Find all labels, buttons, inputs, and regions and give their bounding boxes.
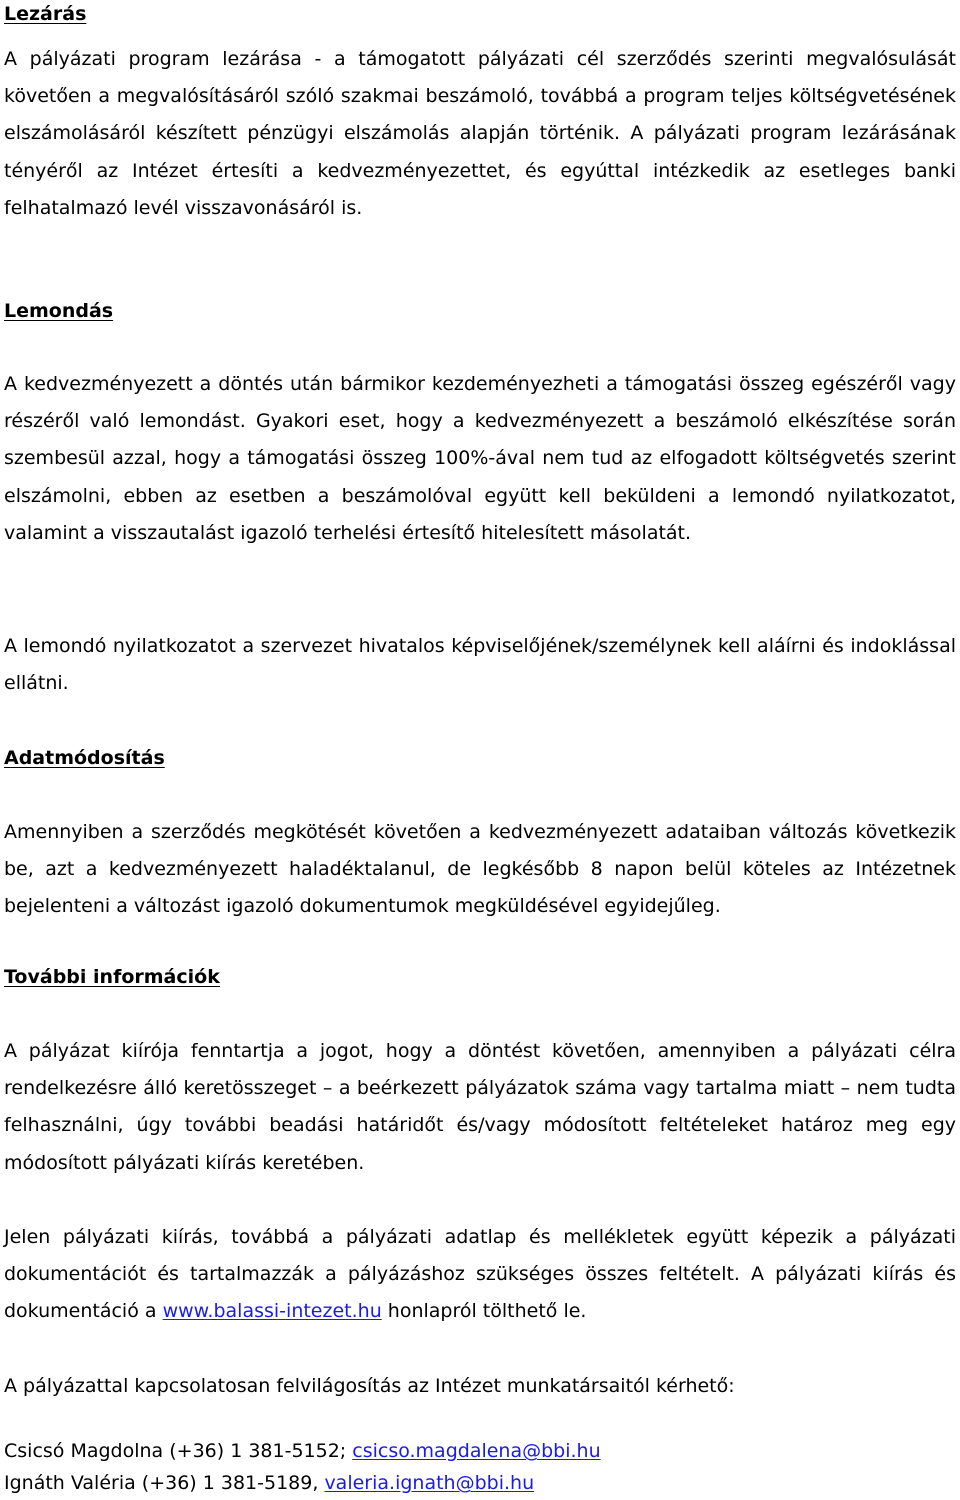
paragraph-lemondas-2: A lemondó nyilatkozatot a szervezet hivatalos képviselőjének/személynek kell aláírni és indoklással ellátni. [4, 635, 956, 695]
website-link[interactable]: www.balassi-intezet.hu [162, 1300, 382, 1323]
heading-tovabbi-informaciok: További információk [4, 966, 220, 988]
contact-line-1 [4, 1435, 601, 1468]
contact-1-email-link[interactable]: csicso.magdalena@bbi.hu [352, 1440, 601, 1462]
paragraph-lemondas-1: A kedvezményezett a döntés után bármikor kezdeményezheti a támogatási összeg egészéről vagy részéről való lemondást. Gyakori eset, hogy a kedvezményezett a beszámoló elkészítése során szembesül azzal, hogy a támogatási összeg 100%-ával nem tud az elfogadott költségvetés szerint elszámolni, ebben az esetben a beszámolóval együtt kell beküldeni a lemondó nyilatkozatot, valamint a visszautalást igazoló terhelési értesítő hitelesített másolatát. [4, 373, 956, 544]
section-lezaras [4, 0, 956, 28]
paragraph-adatmodositas: Amennyiben a szerződés megkötését követően a kedvezményezett adataiban változás következik be, azt a kedvezményezett haladéktalanul, de legkésőbb 8 napon belül köteles az Intézetnek bejelenteni a változást igazoló dokumentumok megküldésével egyidejűleg. [4, 821, 956, 918]
heading-adatmodositas: Adatmódosítás [4, 747, 165, 769]
paragraph-tovabbi-2-text-after: honlapról tölthető le. [381, 1300, 587, 1323]
contact-1-text: Csicsó Magdolna (+36) 1 381-5152; [4, 1440, 353, 1462]
paragraph-tovabbi-3: A pályázattal kapcsolatosan felvilágosítás az Intézet munkatársaitól kérhető: [4, 1375, 735, 1397]
heading-lemondas: Lemondás [4, 300, 114, 322]
paragraph-lezaras: A pályázati program lezárása - a támogatott pályázati cél szerződés szerinti megvalósulását követően a megvalósításáról szóló szakmai beszámoló, továbbá a program teljes költségvetésének elszámolásáról készített pénzügyi elszámolás alapján történik. A pályázati program lezárásának tényéről az Intézet értesíti a kedvezményezettet, és egyúttal intézkedik az esetleges banki felhatalmazó levél visszavonásáról is. [4, 48, 956, 219]
paragraph-tovabbi-2-text-before: Jelen pályázati kiírás, továbbá a pályázati adatlap és mellékletek együtt képezik a pályázati dokumentációt és tartalmazzák a pályázáshoz szükséges összes feltételt. A pályázati kiírás és dokumentáció a [4, 1226, 956, 1323]
paragraph-tovabbi-2 [4, 1219, 956, 1331]
contact-2-email-link[interactable]: valeria.ignath@bbi.hu [324, 1472, 535, 1494]
heading-lezaras: Lezárás [4, 3, 87, 25]
contact-2-text: Ignáth Valéria (+36) 1 381-5189, [4, 1472, 325, 1494]
contact-line-2 [4, 1467, 534, 1500]
paragraph-tovabbi-1: A pályázat kiírója fenntartja a jogot, hogy a döntést követően, amennyiben a pályázati célra rendelkezésre álló keretösszeget – a beérkezett pályázatok száma vagy tartalma miatt – nem tudta felhasználni, úgy további beadási határidőt és/vagy módosított feltételeket határoz meg egy módosított pályázati kiírás keretében. [4, 1040, 956, 1174]
